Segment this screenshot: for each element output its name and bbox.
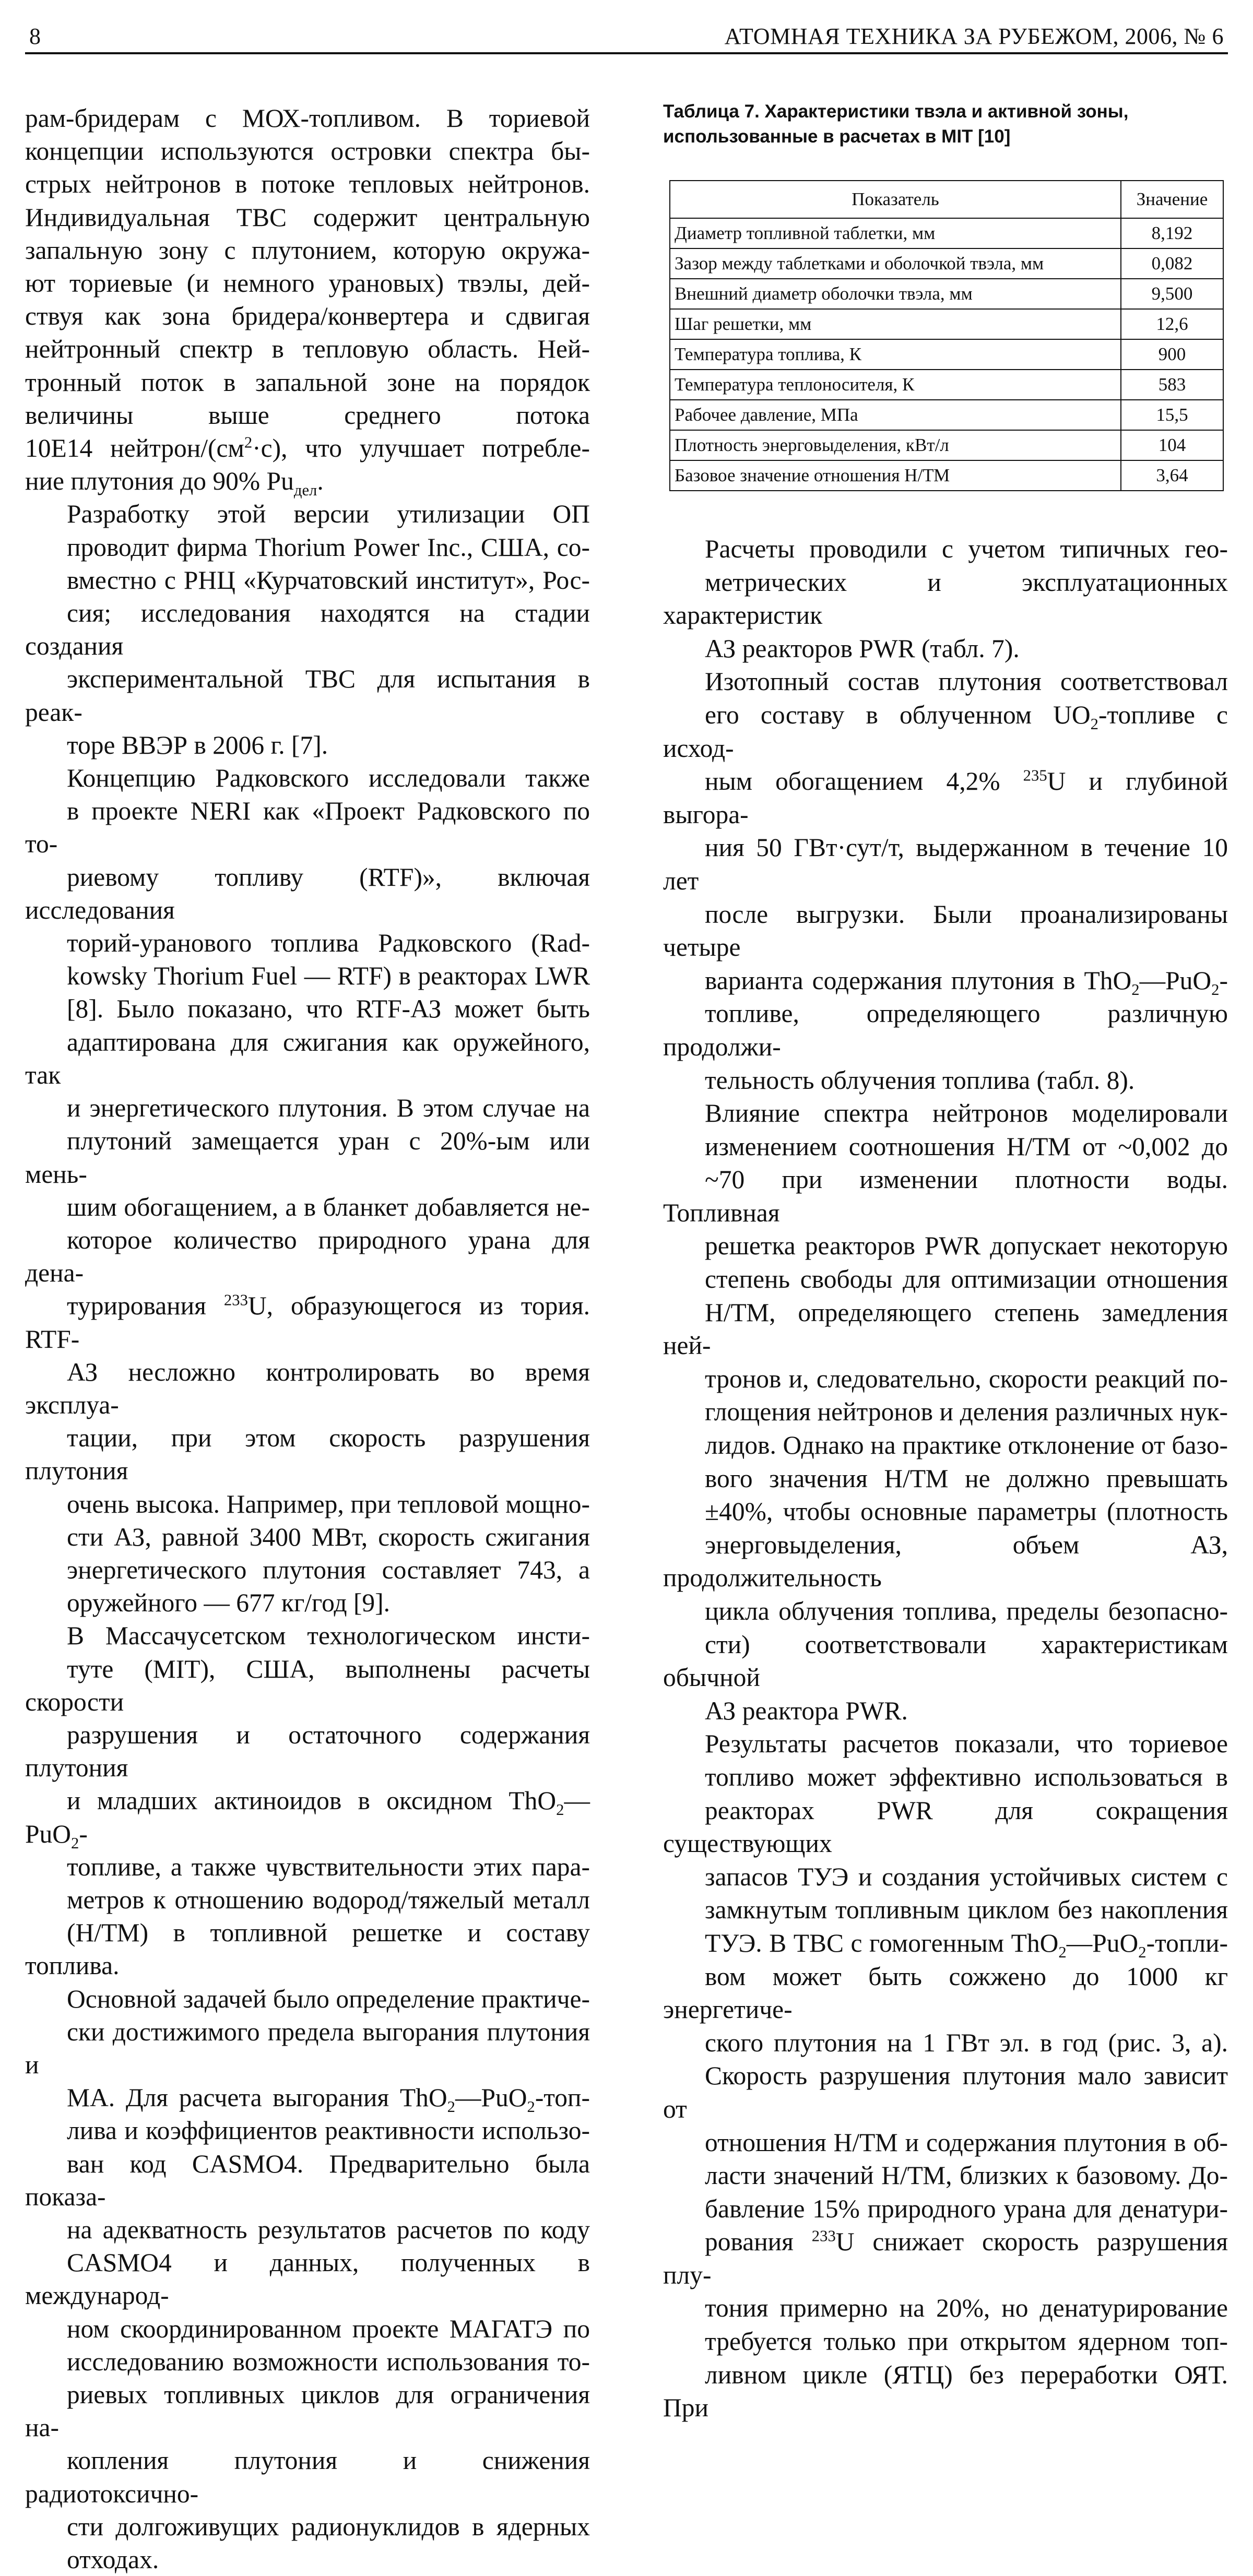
text-line: лидов. Однако на практике отклонение от базо- (705, 1431, 1228, 1460)
text-line: торий-уранового топлива Радковского (Rad- (67, 929, 590, 958)
text-line: рования $^{233}$U снижает скорость разрушения плу- (663, 2227, 1228, 2289)
value-cell: 0,082 (1121, 248, 1223, 279)
left-paragraph-4 (25, 1619, 590, 2576)
text-line: и младших актиноидов в оксидном ThO$_2$—PuO$_2$- (25, 1786, 590, 1852)
left-paragraph-1 (25, 102, 590, 500)
text-line: риевому топливу (RTF)», включая исследования (25, 862, 590, 924)
text-line: риевых топливных циклов для ограничения на- (25, 2380, 590, 2442)
text-line: ют ториевые (и немного урановых) твэлы, дей- (25, 269, 590, 298)
table-row (670, 370, 1223, 400)
text-line: запальную зону с плутонием, которую окружа- (25, 235, 590, 265)
text-line: Индивидуальная ТВС содержит центральную (25, 203, 590, 232)
left-paragraph-2 (25, 497, 590, 762)
text-line: ствуя как зона бридера/конвертера и сдвигая (25, 302, 590, 331)
text-line: топливе, определяющего различную продолжи- (663, 999, 1228, 1061)
parameter-cell: Шаг решетки, мм (670, 309, 1121, 339)
value-cell: 3,64 (1121, 460, 1223, 491)
text-line: топливо может эффективно использоваться в (705, 1762, 1228, 1791)
text-line: МА. Для расчета выгорания ThO$_2$—PuO$_2$-топ- (67, 2083, 590, 2116)
text-line: метрических и эксплуатационных характеристик (663, 567, 1228, 630)
text-line: АЗ реакторов PWR (табл. 7). (705, 634, 1020, 663)
text-line: требуется только при открытом ядерном топ- (705, 2327, 1228, 2356)
parameters-table (669, 180, 1224, 491)
text-line: Скорость разрушения плутония мало зависит от (663, 2061, 1228, 2123)
text-line: В Массачусетском технологическом инсти- (67, 1621, 590, 1651)
text-line: замкнутым топливным циклом без накопления (705, 1895, 1228, 1925)
parameter-cell: Температура теплоносителя, К (670, 370, 1121, 400)
table-row (670, 279, 1223, 309)
text-line: ~70 при изменении плотности воды. Топливная (663, 1165, 1228, 1227)
value-cell: 9,500 (1121, 279, 1223, 309)
journal-title: АТОМНАЯ ТЕХНИКА ЗА РУБЕЖОМ, 2006, № 6 (724, 23, 1224, 49)
left-column (25, 102, 590, 2576)
value-cell: 104 (1121, 430, 1223, 460)
parameter-cell: Рабочее давление, МПа (670, 400, 1121, 430)
text-line: копления плутония и снижения радиотоксично- (25, 2446, 590, 2508)
text-line: разрушения и остаточного содержания плутония (25, 1720, 590, 1783)
text-line: концепции используются островки спектра бы- (25, 137, 590, 166)
text-line: лива и коэффициентов реактивности использо- (67, 2116, 590, 2145)
table-header-row (670, 181, 1223, 218)
text-line: ным обогащением 4,2% $^{235}$U и глубиной выгора- (663, 766, 1228, 829)
table-row (670, 248, 1223, 279)
text-line: глощения нейтронов и деления различных нук- (705, 1397, 1228, 1427)
text-line: Расчеты проводили с учетом типичных гео- (705, 535, 1228, 563)
text-line: энерговыделения, объем АЗ, продолжительность (663, 1530, 1228, 1593)
parameter-cell: Плотность энерговыделения, кВт/л (670, 430, 1121, 460)
right-paragraph-3 (663, 1097, 1228, 1727)
parameter-cell: Температура топлива, К (670, 339, 1121, 370)
parameter-cell: Диаметр топливной таблетки, мм (670, 218, 1121, 248)
text-line: 10E14 нейтрон/$(см^2\cdot с)$, что улучшает потребле- (25, 433, 590, 463)
text-line: метров к отношению водород/тяжелый металл (67, 1885, 590, 1914)
text-line: ТУЭ. В ТВС с гомогенным ThO$_2$—PuO$_2$-топли- (705, 1928, 1228, 1961)
text-line: ски достижимого предела выгорания плутония и (25, 2017, 590, 2079)
text-line: тации, при этом скорость разрушения плутония (25, 1423, 590, 1486)
text-line: АЗ реактора PWR. (705, 1696, 908, 1725)
text-line: торе ВВЭР в 2006 г. [7]. (67, 730, 328, 759)
parameter-cell: Зазор между таблетками и оболочкой твэла, мм (670, 248, 1121, 279)
text-line: бавление 15% природного урана для денатури- (705, 2194, 1228, 2223)
text-line: экспериментальной ТВС для испытания в реак- (25, 664, 590, 727)
column-header-parameter: Показатель (670, 181, 1121, 218)
text-line: адаптирована для сжигания как оружейного, так (25, 1027, 590, 1089)
text-line: рам-бридерам с МОХ-топливом. В ториевой (25, 104, 590, 133)
text-line: туте (MIT), США, выполнены расчеты скорости (25, 1654, 590, 1716)
right-column (663, 532, 1228, 2425)
text-line: Результаты расчетов показали, что ториевое (705, 1729, 1228, 1759)
text-line: изменением соотношения Н/ТМ от ~0,002 до (705, 1132, 1228, 1161)
text-line: тония примерно на 20%, но денатурирование (705, 2294, 1228, 2323)
text-line: сти долгоживущих радионуклидов в ядерных (67, 2512, 590, 2541)
parameter-cell: Базовое значение отношения Н/ТМ (670, 460, 1121, 491)
text-line: оружейного — 677 кг/год [9]. (67, 1588, 391, 1618)
text-line: ского плутония на 1 ГВт эл. в год (рис. 3, а). (705, 2028, 1228, 2057)
text-line: нейтронный спектр в тепловую область. Ней- (25, 335, 590, 364)
table-caption-line: использованные в расчетах в MIT [10] (663, 126, 1011, 147)
text-line: решетка реакторов PWR допускает некоторую (705, 1231, 1228, 1261)
parameter-cell: Внешний диаметр оболочки твэла, мм (670, 279, 1121, 309)
table-row (670, 430, 1223, 460)
text-line: цикла облучения топлива, пределы безопасно- (705, 1597, 1228, 1625)
text-line: Разработку этой версии утилизации ОП (67, 500, 590, 529)
text-line: его составу в облученном $UO_2$-топливе с исход- (663, 700, 1228, 763)
text-line: очень высока. Например, при тепловой мощно- (67, 1489, 590, 1518)
value-cell: 12,6 (1121, 309, 1223, 339)
text-line: реакторах PWR для сокращения существующих (663, 1796, 1228, 1858)
text-line: Влияние спектра нейтронов моделировали (705, 1099, 1228, 1128)
value-cell: 583 (1121, 370, 1223, 400)
text-line: ±40%, чтобы основные параметры (плотность (705, 1497, 1228, 1526)
text-line: АЗ несложно контролировать во время эксплуа- (25, 1357, 590, 1419)
text-line: ние плутония до 90% $Pu_{дел}$. (25, 467, 324, 500)
text-line: ласти значений Н/ТМ, близких к базовому. До- (705, 2161, 1228, 2190)
text-line: которое количество природного урана для дена- (25, 1225, 590, 1288)
value-cell: 15,5 (1121, 400, 1223, 430)
text-line: (Н/ТМ) в топливной решетке и составу топлива. (25, 1918, 590, 1980)
text-line: в проекте NERI как «Проект Радковского по то- (25, 797, 590, 859)
text-line: ван код CASMO4. Предварительно была показа- (25, 2149, 590, 2211)
text-line: Н/ТМ, определяющего степень замедления ней- (663, 1298, 1228, 1360)
text-line: исследованию возможности использования то- (67, 2347, 590, 2376)
text-line: степень свободы для оптимизации отношения (705, 1265, 1228, 1294)
text-line: шим обогащением, а в бланкет добавляется не- (67, 1192, 590, 1221)
text-line: отходах. (67, 2545, 159, 2574)
left-paragraph-3 (25, 762, 590, 1619)
text-line: варианта содержания плутония в ThO$_2$—PuO$_2$- (705, 966, 1228, 999)
text-line: ния 50 ГВт·сут/т, выдержанном в течение 10 лет (663, 833, 1228, 895)
text-line: на адекватность результатов расчетов по коду (67, 2215, 590, 2244)
text-line: ливном цикле (ЯТЦ) без переработки ОЯТ. При (663, 2360, 1228, 2423)
text-line: ном скоординированном проекте МАГАТЭ по (67, 2314, 590, 2343)
text-line: вместно с РНЦ «Курчатовский институт», Рос- (67, 565, 590, 595)
text-line: вого значения Н/ТМ не должно превышать (705, 1464, 1228, 1493)
right-paragraph-1 (663, 532, 1228, 665)
text-line: тронный поток в запальной зоне на порядок (25, 367, 590, 397)
text-line: турирования $^{233}$U, образующегося из тория. RTF- (25, 1291, 590, 1354)
table-row (670, 218, 1223, 248)
text-line: Изотопный состав плутония соответствовал (705, 667, 1228, 696)
right-paragraph-4 (663, 1727, 1228, 2424)
text-line: величины выше среднего потока (25, 400, 590, 430)
value-cell: 8,192 (1121, 218, 1223, 248)
text-line: вом может быть сожжено до 1000 кг энергетиче- (663, 1962, 1228, 2024)
text-line: и энергетического плутония. В этом случае на (67, 1094, 590, 1123)
table-row (670, 339, 1223, 370)
text-line: стрых нейтронов в потоке тепловых нейтронов. (25, 170, 590, 199)
text-line: тронов и, следовательно, скорости реакций по- (705, 1364, 1228, 1393)
text-line: энергетического плутония составляет 743, а (67, 1555, 590, 1584)
text-line: [8]. Было показано, что RTF-АЗ может быть (67, 994, 590, 1024)
table-row (670, 460, 1223, 491)
text-line: топливе, а также чувствительности этих пара- (67, 1852, 590, 1881)
column-header-value: Значение (1121, 181, 1223, 218)
right-paragraph-2 (663, 665, 1228, 1097)
text-line: сти) соответствовали характеристикам обычной (663, 1630, 1228, 1692)
running-header (25, 21, 1228, 54)
text-line: тельность облучения топлива (табл. 8). (705, 1065, 1135, 1095)
value-cell: 900 (1121, 339, 1223, 370)
text-line: Концепцию Радковского исследовали также (67, 764, 590, 793)
text-line: после выгрузки. Были проанализированы четыре (663, 899, 1228, 962)
text-line: отношения Н/ТМ и содержания плутония в об- (705, 2128, 1228, 2157)
table-caption (663, 99, 1228, 149)
text-line: плутоний замещается уран с 20%-ым или мень- (25, 1126, 590, 1189)
table-caption-line: Таблица 7. Характеристики твэла и активной зоны, (663, 101, 1129, 122)
text-line: CASMO4 и данных, полученных в международ- (25, 2248, 590, 2310)
table-row (670, 400, 1223, 430)
text-line: проводит фирма Thorium Power Inc., США, со- (67, 532, 590, 562)
text-line: запасов ТУЭ и создания устойчивых систем с (705, 1862, 1228, 1891)
page-number: 8 (29, 23, 41, 49)
text-line: kowsky Thorium Fuel — RTF) в реакторах LWR (67, 961, 590, 991)
table-row (670, 309, 1223, 339)
text-line: сти АЗ, равной 3400 МВт, скорость сжигания (67, 1522, 590, 1551)
text-line: Основной задачей было определение практиче- (67, 1984, 590, 2013)
text-line: сия; исследования находятся на стадии создания (25, 599, 590, 661)
